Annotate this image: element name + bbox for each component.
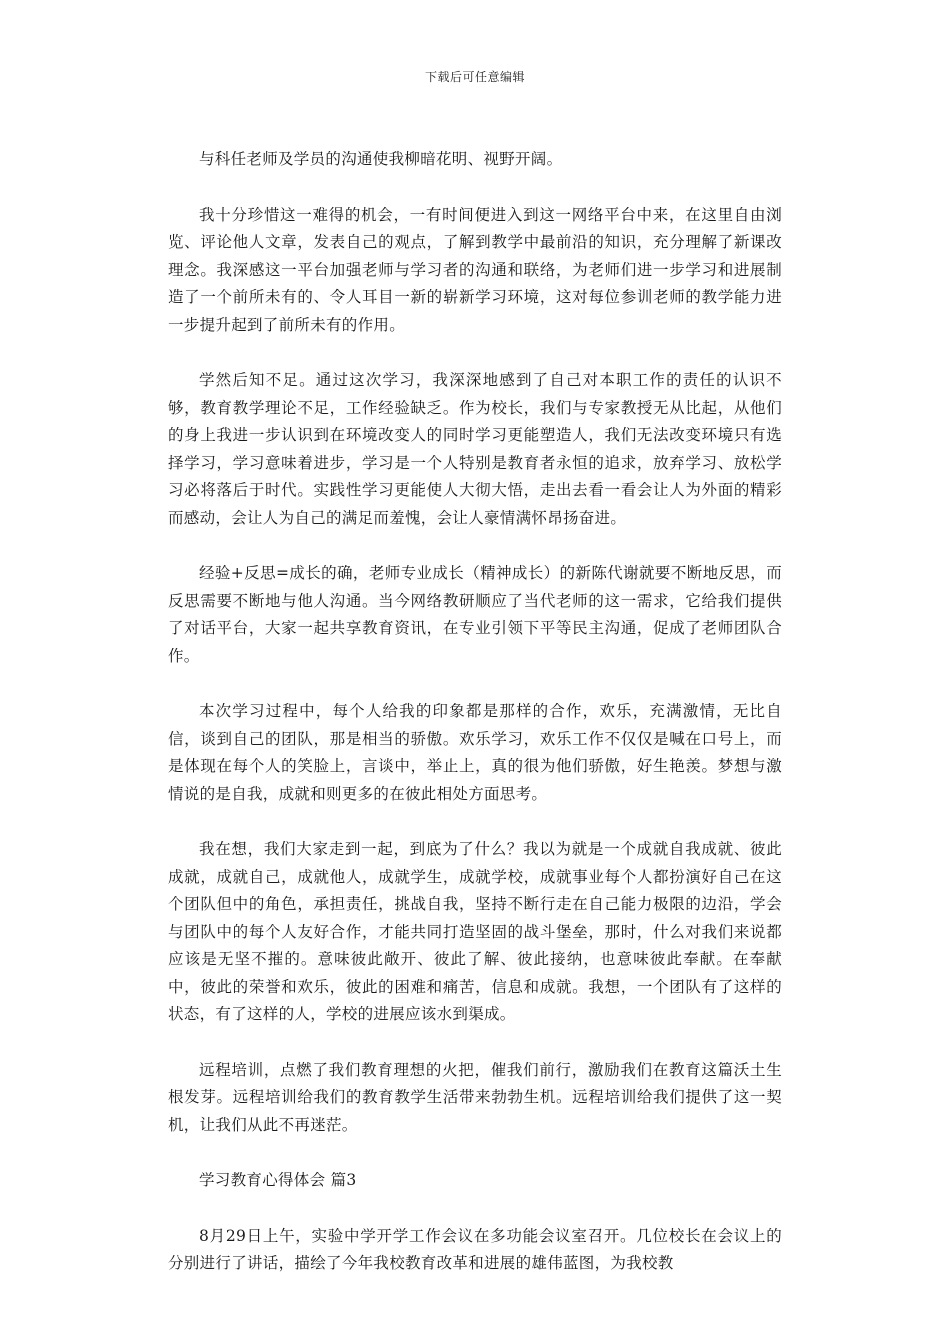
paragraph: 本次学习过程中，每个人给我的印象都是那样的合作，欢乐，充满激情，无比自信，谈到自己的团队，那是相当的骄傲。欢乐学习，欢乐工作不仅仅是喊在口号上，而是体现在每个人的笑脸上，言谈中，举止上，真的很为他们骄傲，好生艳羡。梦想与激情说的是自我，成就和则更多的在彼此相处方面思考。 (168, 702, 782, 803)
paragraph: 我在想，我们大家走到一起，到底为了什么？我以为就是一个成就自我成就、彼此成就，成就自己，成就他人，成就学生，成就学校，成就事业每个人都扮演好自己在这个团队但中的角色，承担责任，挑战自我，坚持不断行走在自己能力极限的边沿，学会与团队中的每个人友好合作，才能共同打造坚固的战斗堡垒，那时，什么对我们来说都应该是无坚不摧的。意味彼此敞开、彼此了解、彼此接纳，也意味彼此奉献。在奉献中，彼此的荣誉和欢乐，彼此的困难和痛苦，信息和成就。我想，一个团队有了这样的状态，有了这样的人，学校的进展应该水到渠成。 (168, 840, 782, 1023)
paragraph: 8月29日上午，实验中学开学工作会议在多功能会议室召开。几位校长在会议上的分别进行了讲话，描绘了今年我校教育改革和进展的雄伟蓝图，为我校教 (168, 1226, 782, 1272)
paragraph: 远程培训，点燃了我们教育理想的火把，催我们前行，激励我们在教育这篇沃土生根发芽。远程培训给我们的教育教学生活带来勃勃生机。远程培训给我们提供了这一契机，让我们从此不再迷茫。 (168, 1060, 782, 1134)
section-heading: 学习教育心得体会 篇3 (199, 1171, 357, 1189)
paragraph: 我十分珍惜这一难得的机会，一有时间便进入到这一网络平台中来，在这里自由浏览、评论他人文章，发表自己的观点，了解到教学中最前沿的知识，充分理解了新课改理念。我深感这一平台加强老师与学习者的沟通和联络，为老师们进一步学习和进展制造了一个前所未有的、令人耳目一新的崭新学习环境，这对每位参训老师的教学能力进一步提升起到了前所未有的作用。 (168, 205, 782, 334)
paragraph: 与科任老师及学员的沟通使我柳暗花明、视野开阔。 (199, 150, 563, 168)
document-body (168, 146, 782, 1306)
page-header: 下载后可任意编辑 (424, 70, 525, 84)
paragraph: 经验+反思=成长的确，老师专业成长（精神成长）的新陈代谢就要不断地反思，而反思需要不断地与他人沟通。当今网络教研顺应了当代老师的这一需求，它给我们提供了对话平台，大家一起共享教育资讯，在专业引领下平等民主沟通，促成了老师团队合作。 (168, 564, 782, 665)
paragraph: 学然后知不足。通过这次学习，我深深地感到了自己对本职工作的责任的认识不够，教育教学理论不足，工作经验缺乏。作为校长，我们与专家教授无从比起，从他们的身上我进一步认识到在环境改变人的同时学习更能塑造人，我们无法改变环境只有选择学习，学习意味着进步，学习是一个人特别是教育者永恒的追求，放弃学习、放松学习必将落后于时代。实践性学习更能使人大彻大悟，走出去看一看会让人为外面的精彩而感动，会让人为自己的满足而羞愧，会让人豪情满怀昂扬奋进。 (168, 371, 782, 527)
